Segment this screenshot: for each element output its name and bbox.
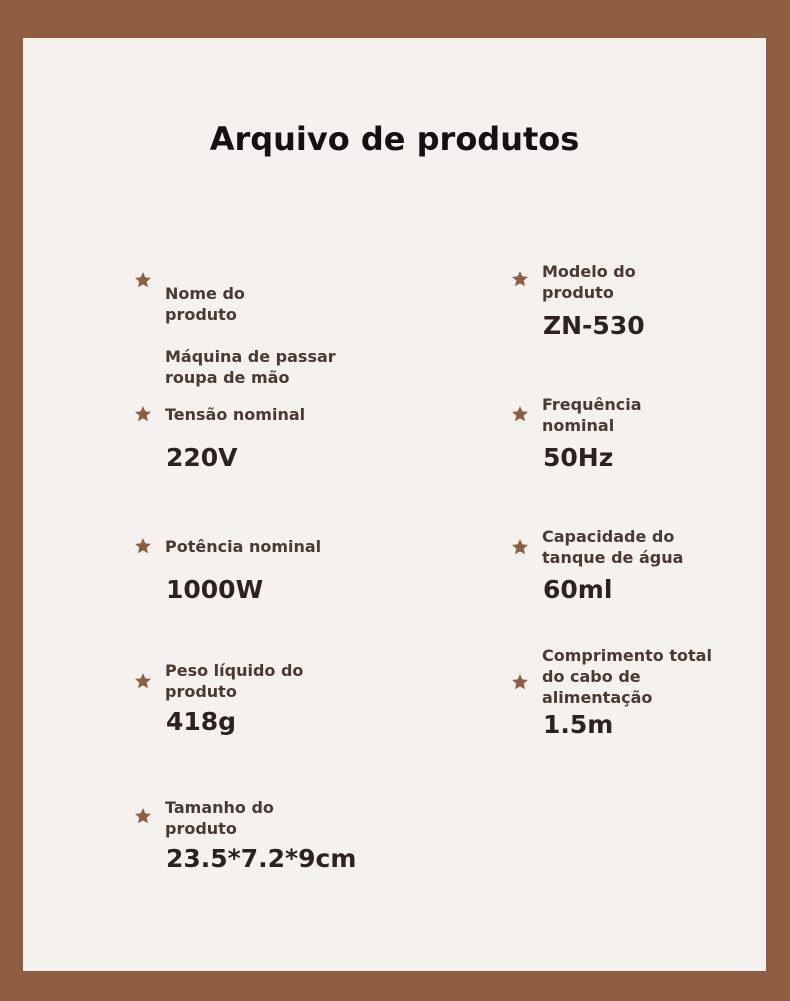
spec-label: Tensão nominal	[165, 405, 306, 424]
star-icon	[511, 673, 529, 691]
star-icon	[134, 672, 152, 690]
spec-value: 50Hz	[543, 443, 614, 472]
star-icon	[511, 270, 529, 288]
star-icon	[134, 405, 152, 423]
spec-label: Modelo do produto	[542, 262, 636, 302]
spec-label-text: Nome do produto	[165, 284, 245, 324]
spec-label: Potência nominal	[165, 537, 322, 556]
spec-label	[165, 262, 365, 409]
star-icon	[134, 807, 152, 825]
spec-value: ZN-530	[543, 311, 645, 340]
star-icon	[134, 537, 152, 555]
spec-value: 418g	[166, 707, 237, 736]
spec-value: 23.5*7.2*9cm	[166, 844, 357, 873]
spec-value: 220V	[166, 443, 238, 472]
product-archive-card	[23, 38, 766, 971]
spec-label: Capacidade do tanque de água	[542, 527, 684, 567]
spec-label: Peso líquido do produto	[165, 661, 304, 701]
spec-value: 1000W	[166, 575, 264, 604]
spec-value-text: Máquina de passar roupa de mão	[165, 347, 336, 387]
spec-label: Tamanho do produto	[165, 798, 274, 838]
spec-value: 60ml	[543, 575, 613, 604]
spec-value: 1.5m	[543, 710, 614, 739]
star-icon	[511, 405, 529, 423]
spec-label: Comprimento total do cabo de alimentação	[542, 646, 712, 707]
page-title: Arquivo de produtos	[209, 120, 580, 158]
spec-label: Frequência nominal	[542, 395, 642, 435]
star-icon	[511, 538, 529, 556]
star-icon	[134, 271, 152, 289]
